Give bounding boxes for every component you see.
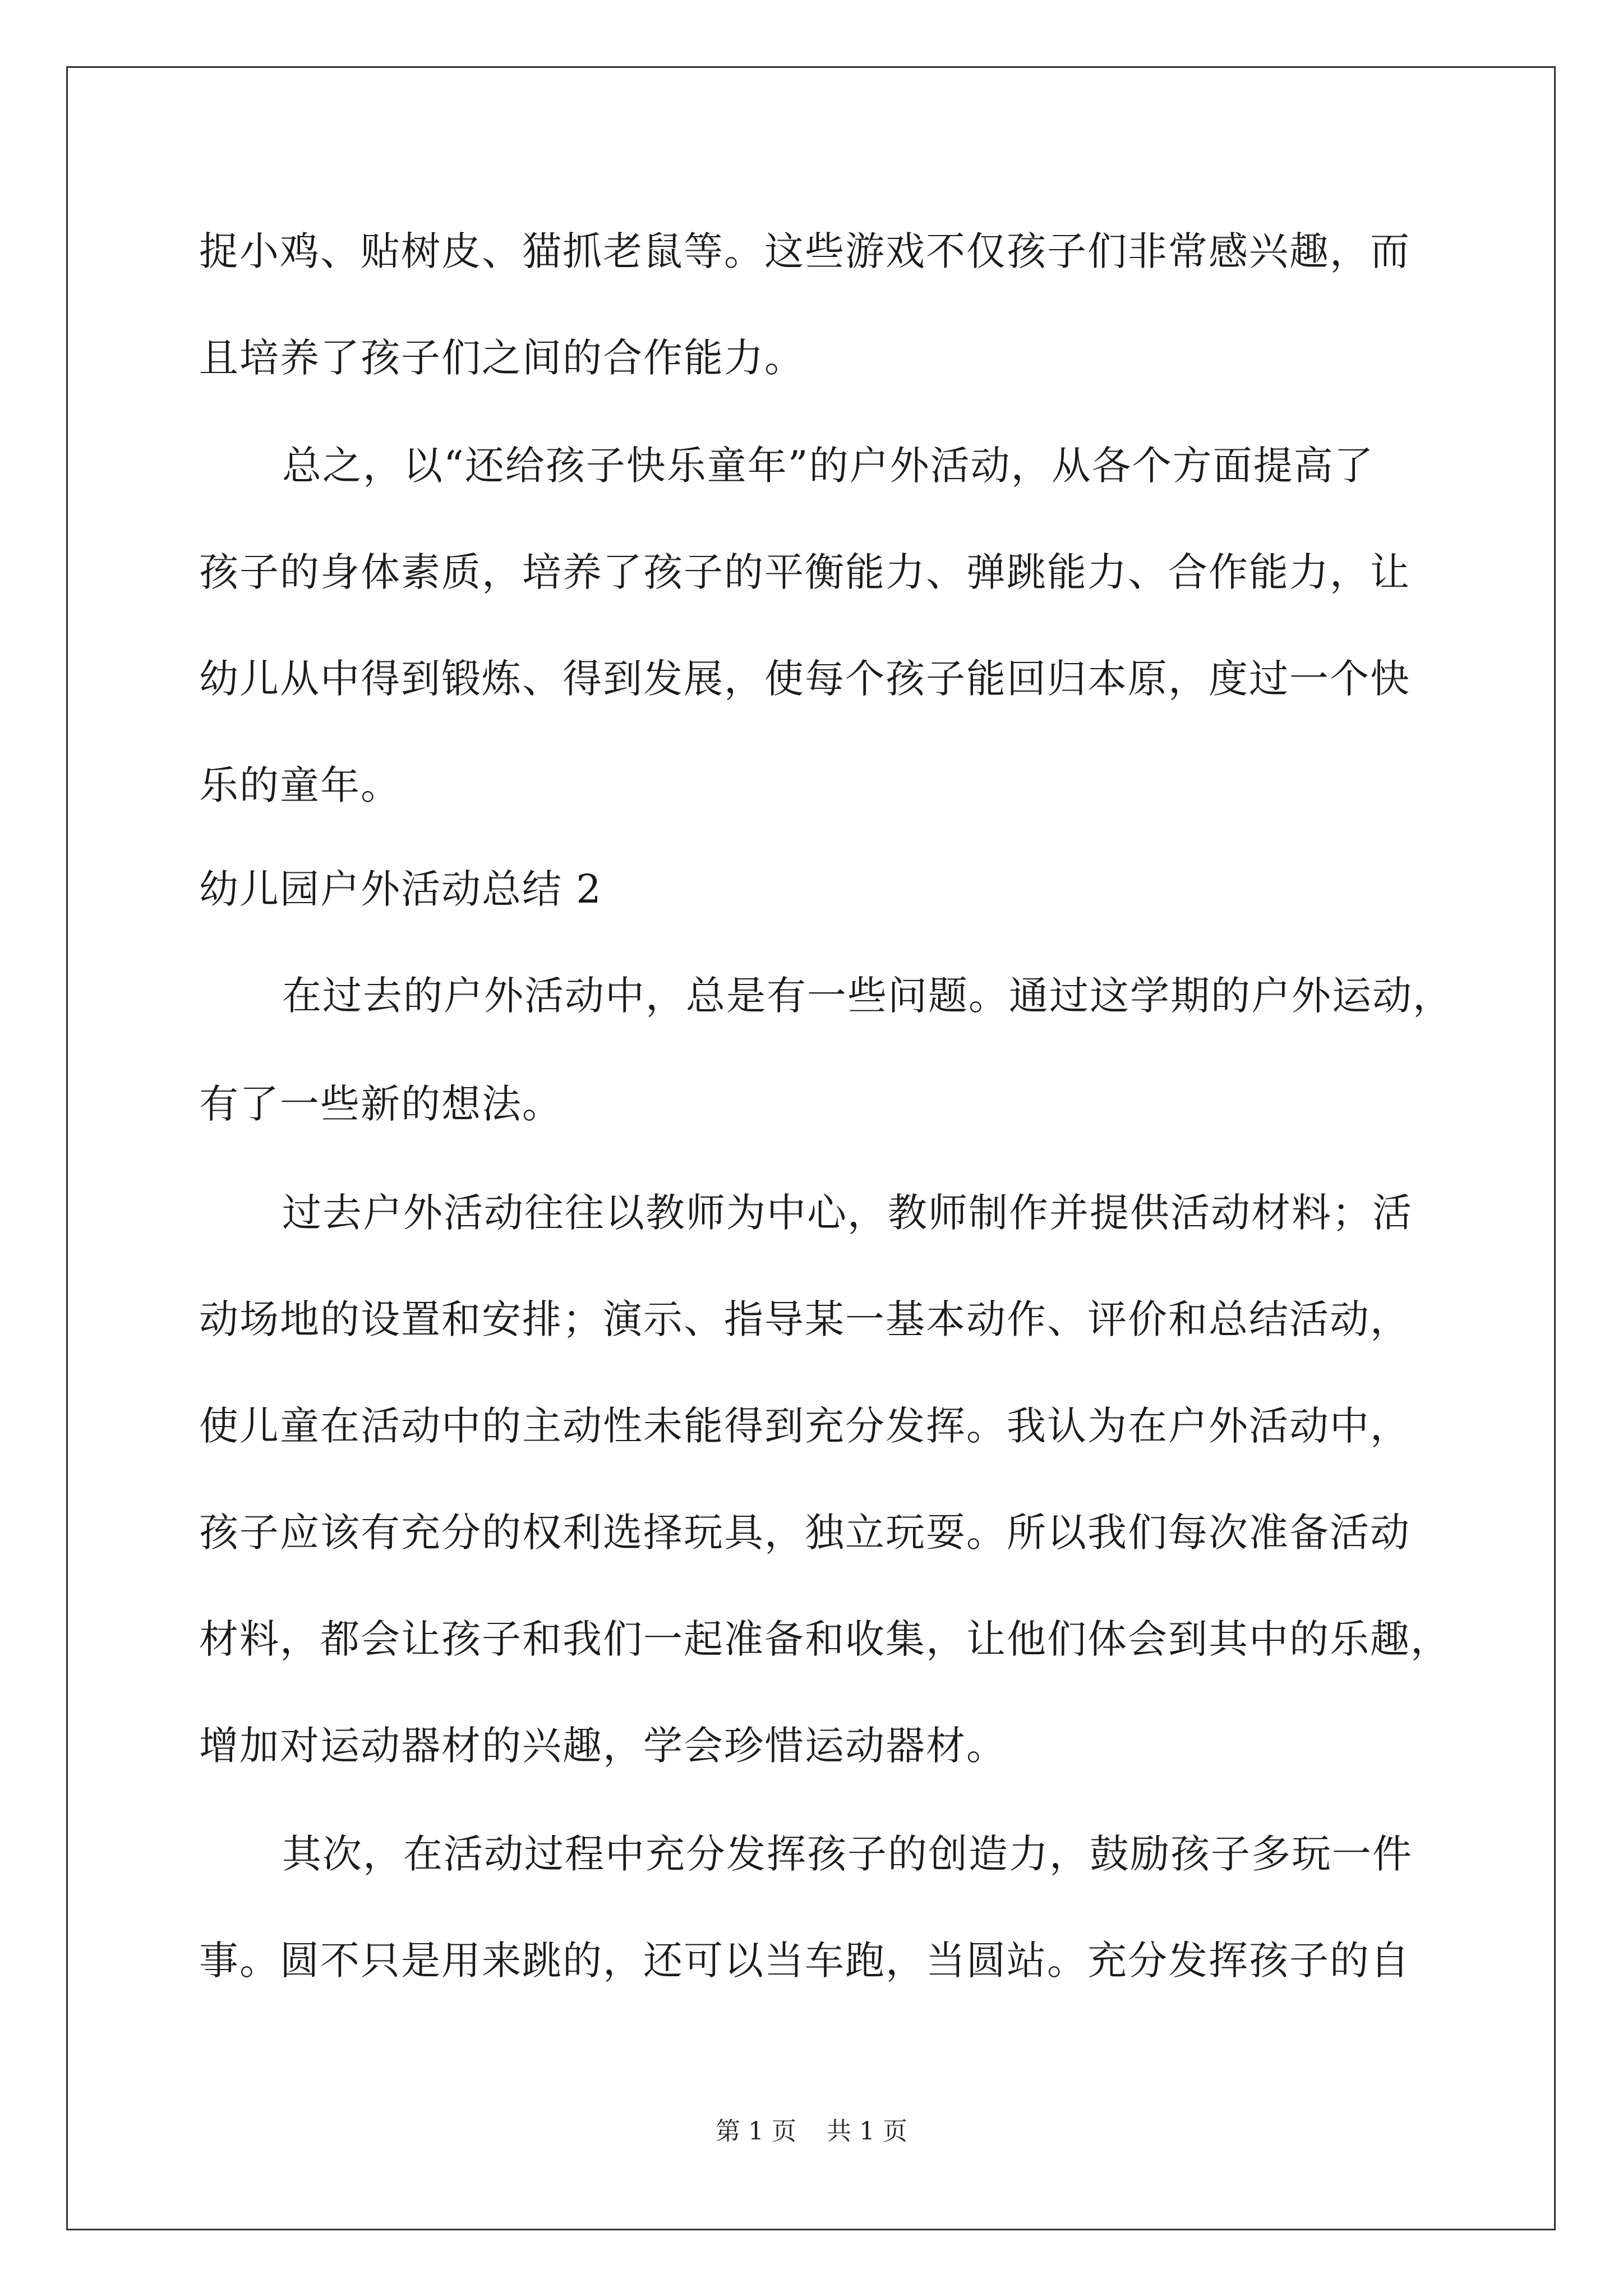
- paragraph-line: 总之，以“还给孩子快乐童年”的户外活动，从各个方面提高了: [282, 443, 1375, 489]
- section-heading: 幼儿园户外活动总结 2: [199, 866, 602, 912]
- page-total: 共 1 页: [827, 2117, 907, 2146]
- paragraph-line: 孩子的身体素质，培养了孩子的平衡能力、弹跳能力、合作能力，让: [199, 549, 1410, 595]
- paragraph-line: 增加对运动器材的兴趣，学会珍惜运动器材。: [199, 1723, 1007, 1769]
- paragraph-line: 捉小鸡、贴树皮、猫抓老鼠等。这些游戏不仅孩子们非常感兴趣，而: [199, 228, 1410, 274]
- paragraph-line: 过去户外活动往往以教师为中心，教师制作并提供活动材料；活: [282, 1190, 1413, 1236]
- paragraph-line: 有了一些新的想法。: [199, 1081, 562, 1127]
- page-border: [66, 66, 1556, 2230]
- page-number: 第 1 页: [716, 2117, 796, 2146]
- paragraph-line: 且培养了孩子们之间的合作能力。: [199, 335, 805, 381]
- paragraph-line: 其次，在活动过程中充分发挥孩子的创造力，鼓励孩子多玩一件: [282, 1831, 1413, 1877]
- paragraph-line: 事。圆不只是用来跳的，还可以当车跑，当圆站。充分发挥孩子的自: [199, 1938, 1410, 1984]
- paragraph-line: 幼儿从中得到锻炼、得到发展，使每个孩子能回归本原，度过一个快: [199, 656, 1410, 702]
- page-footer: [0, 2115, 1623, 2148]
- paragraph-line: 在过去的户外活动中，总是有一些问题。通过这学期的户外运动，: [282, 973, 1453, 1019]
- paragraph-line: 动场地的设置和安排；演示、指导某一基本动作、评价和总结活动，: [199, 1296, 1410, 1342]
- paragraph-line: 孩子应该有充分的权利选择玩具，独立玩耍。所以我们每次准备活动: [199, 1510, 1410, 1556]
- paragraph-line: 材料，都会让孩子和我们一起准备和收集，让他们体会到其中的乐趣，: [199, 1616, 1451, 1662]
- paragraph-line: 乐的童年。: [199, 762, 401, 808]
- paragraph-line: 使儿童在活动中的主动性未能得到充分发挥。我认为在户外活动中，: [199, 1403, 1410, 1449]
